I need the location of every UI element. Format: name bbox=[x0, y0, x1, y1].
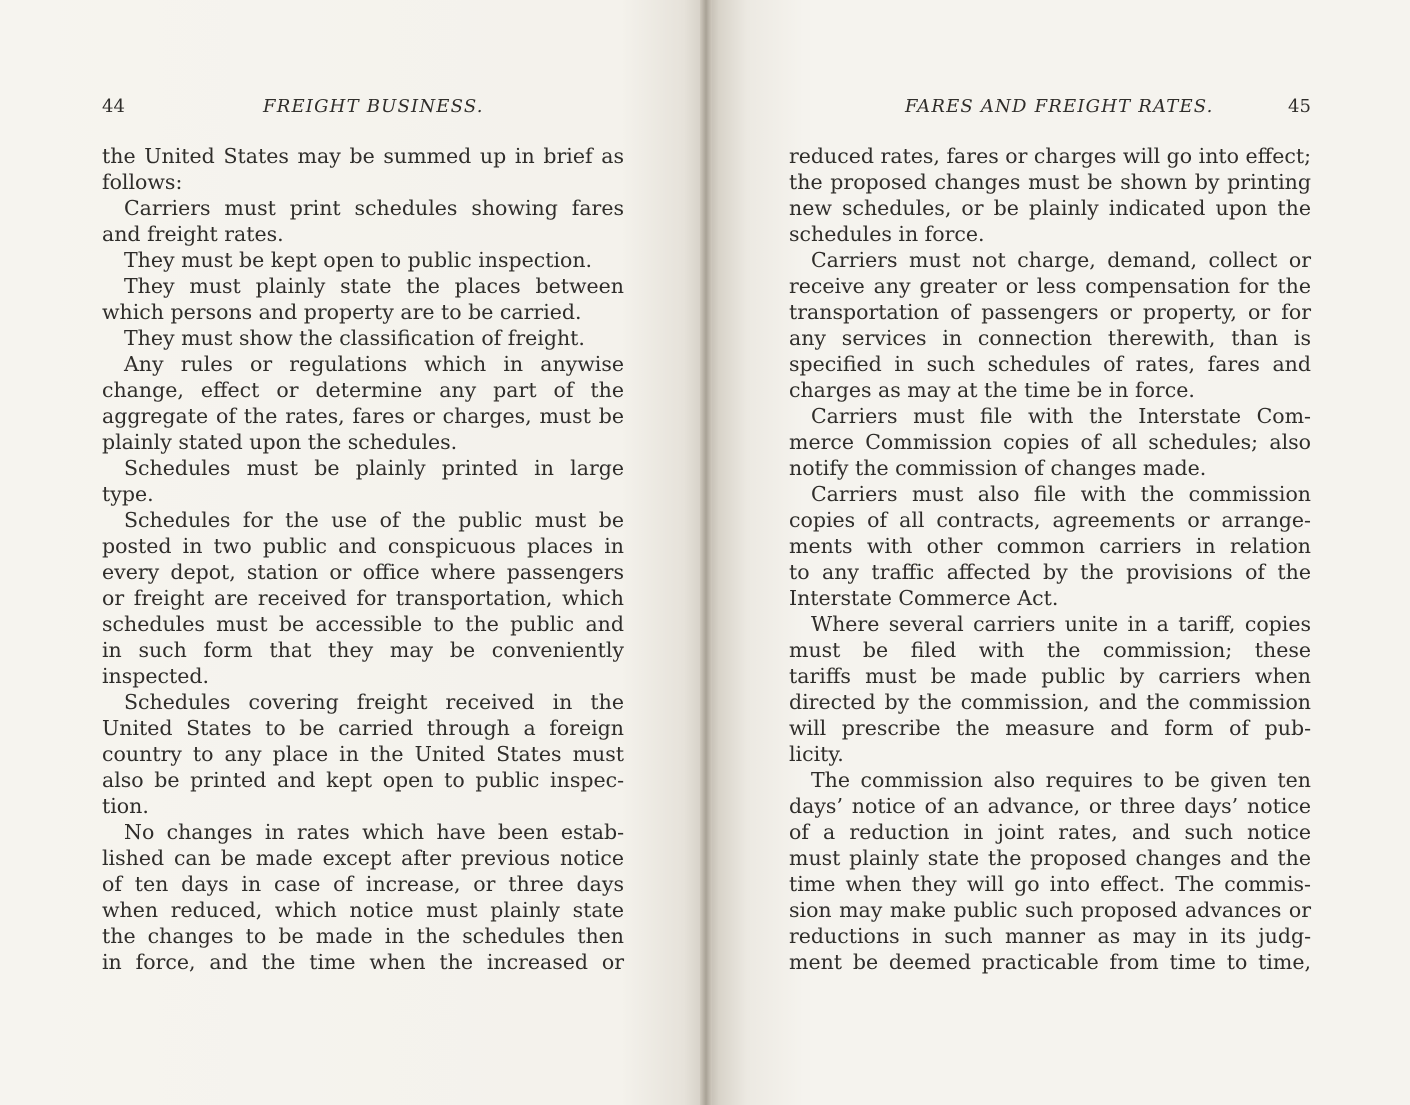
text-line: must plainly state the proposed changes and the bbox=[789, 846, 1311, 870]
text-line: follows: bbox=[102, 170, 183, 194]
text-line: Schedules covering freight received in the bbox=[124, 690, 624, 714]
right-running-head: FARES AND FREIGHT RATES. bbox=[905, 96, 1214, 117]
text-line: reductions in such manner as may in its judg- bbox=[789, 924, 1311, 948]
right-page-number: 45 bbox=[1288, 96, 1311, 117]
text-line: charges as may at the time be in force. bbox=[789, 378, 1195, 402]
text-line: merce Commission copies of all schedules; also bbox=[789, 430, 1311, 454]
text-line: They must be kept open to public inspection. bbox=[124, 248, 593, 272]
text-line: days’ notice of an advance, or three days’ notice bbox=[789, 794, 1311, 818]
text-line: Where several carriers unite in a tariff, copies bbox=[811, 612, 1311, 636]
left-running-head: FREIGHT BUSINESS. bbox=[263, 96, 484, 117]
text-line: Any rules or regulations which in anywise bbox=[124, 352, 624, 376]
text-line: in such form that they may be conveniently bbox=[102, 638, 624, 662]
text-line: United States to be carried through a foreign bbox=[102, 716, 624, 740]
text-line: time when they will go into effect. The commis- bbox=[789, 872, 1311, 896]
text-line: transportation of passengers or property, or for bbox=[789, 300, 1311, 324]
text-line: of ten days in case of increase, or three days bbox=[102, 872, 624, 896]
text-line: change, effect or determine any part of the bbox=[102, 378, 624, 402]
text-line: the United States may be summed up in brief as bbox=[102, 144, 624, 168]
text-line: plainly stated upon the schedules. bbox=[102, 430, 458, 454]
text-line: when reduced, which notice must plainly state bbox=[102, 898, 624, 922]
text-line: sion may make public such proposed advances or bbox=[789, 898, 1311, 922]
text-line: tion. bbox=[102, 794, 149, 818]
text-line: ment be deemed practicable from time to time, bbox=[789, 950, 1311, 974]
text-line: receive any greater or less compensation for the bbox=[789, 274, 1311, 298]
text-line: to any traffic affected by the provisions of the bbox=[789, 560, 1311, 584]
text-line: licity. bbox=[789, 742, 844, 766]
text-line: Carriers must file with the Interstate Com- bbox=[811, 404, 1311, 428]
text-line: type. bbox=[102, 482, 154, 506]
book-gutter bbox=[700, 0, 712, 1105]
text-line: of a reduction in joint rates, and such notice bbox=[789, 820, 1311, 844]
text-line: schedules must be accessible to the public and bbox=[102, 612, 624, 636]
text-line: specified in such schedules of rates, fares and bbox=[789, 352, 1311, 376]
text-line: must be filed with the commission; these bbox=[789, 638, 1311, 662]
text-line: Carriers must also file with the commission bbox=[811, 482, 1311, 506]
text-line: copies of all contracts, agreements or arrange- bbox=[789, 508, 1311, 532]
text-line: the changes to be made in the schedules then bbox=[102, 924, 624, 948]
text-line: the proposed changes must be shown by printing bbox=[789, 170, 1311, 194]
text-line: posted in two public and conspicuous places in bbox=[102, 534, 624, 558]
text-line: country to any place in the United States must bbox=[102, 742, 624, 766]
text-line: Carriers must not charge, demand, collect or bbox=[811, 248, 1311, 272]
text-line: every depot, station or office where passengers bbox=[102, 560, 624, 584]
text-line: and freight rates. bbox=[102, 222, 284, 246]
text-line: will prescribe the measure and form of pub- bbox=[789, 716, 1311, 740]
text-line: The commission also requires to be given ten bbox=[811, 768, 1311, 792]
text-line: any services in connection therewith, than is bbox=[789, 326, 1311, 350]
text-line: directed by the commission, and the commission bbox=[789, 690, 1311, 714]
text-line: new schedules, or be plainly indicated upon the bbox=[789, 196, 1311, 220]
text-line: Schedules must be plainly printed in large bbox=[124, 456, 624, 480]
text-line: tariffs must be made public by carriers when bbox=[789, 664, 1311, 688]
text-line: Interstate Commerce Act. bbox=[789, 586, 1059, 610]
right-page bbox=[705, 0, 1410, 1105]
text-line: They must show the classification of freight. bbox=[124, 326, 585, 350]
text-line: Schedules for the use of the public must be bbox=[124, 508, 624, 532]
text-line: lished can be made except after previous notice bbox=[102, 846, 624, 870]
text-line: Carriers must print schedules showing fares bbox=[124, 196, 624, 220]
text-line: inspected. bbox=[102, 664, 210, 688]
text-line: also be printed and kept open to public inspec- bbox=[102, 768, 624, 792]
text-line: ments with other common carriers in relation bbox=[789, 534, 1311, 558]
text-line: notify the commission of changes made. bbox=[789, 456, 1207, 480]
text-line: They must plainly state the places between bbox=[124, 274, 624, 298]
text-line: or freight are received for transportation, which bbox=[102, 586, 624, 610]
left-page-body bbox=[102, 143, 624, 975]
text-line: in force, and the time when the increased or bbox=[102, 950, 624, 974]
text-line: which persons and property are to be carried. bbox=[102, 300, 582, 324]
text-line: aggregate of the rates, fares or charges, must be bbox=[102, 404, 624, 428]
right-page-body bbox=[789, 143, 1311, 975]
text-line: reduced rates, fares or charges will go into effect; bbox=[789, 144, 1311, 168]
left-page-number: 44 bbox=[102, 96, 125, 117]
text-line: schedules in force. bbox=[789, 222, 985, 246]
text-line: No changes in rates which have been estab- bbox=[124, 820, 624, 844]
